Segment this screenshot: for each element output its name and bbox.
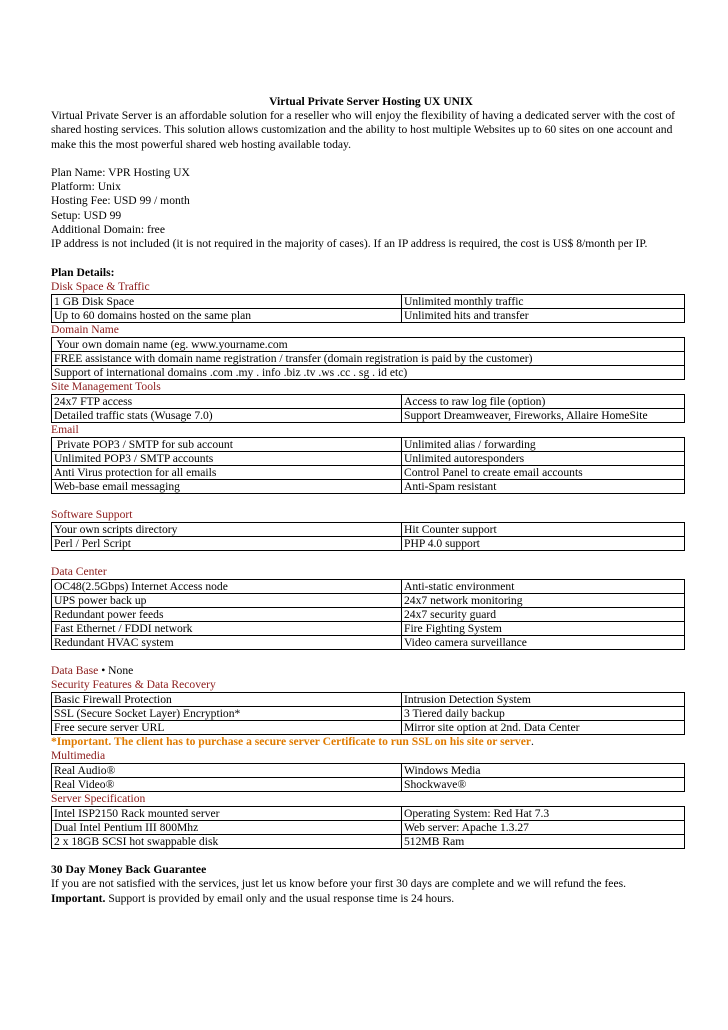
table-row bbox=[52, 308, 685, 322]
table-cell: Your own domain name (eg. www.yourname.com bbox=[52, 337, 685, 351]
table-cell: OC48(2.5Gbps) Internet Access node bbox=[52, 579, 402, 593]
support-label: Important. bbox=[51, 891, 106, 905]
plan-platform: Platform: Unix bbox=[51, 180, 121, 194]
table-cell: Redundant power feeds bbox=[52, 607, 402, 621]
server-table bbox=[51, 806, 685, 849]
table-row bbox=[52, 351, 685, 365]
plan-setup: Setup: USD 99 bbox=[51, 208, 122, 222]
section-heading-disk: Disk Space & Traffic bbox=[51, 279, 150, 293]
table-row bbox=[52, 579, 685, 593]
security-table bbox=[51, 692, 685, 735]
data-center-table bbox=[51, 579, 685, 650]
plan-details-heading: Plan Details: bbox=[51, 265, 115, 279]
plan-summary bbox=[51, 166, 691, 252]
table-cell: 24x7 network monitoring bbox=[402, 593, 685, 607]
table-cell: Video camera surveillance bbox=[402, 635, 685, 649]
table-row bbox=[52, 408, 685, 422]
table-row bbox=[52, 479, 685, 493]
section-heading-site-management: Site Management Tools bbox=[51, 379, 161, 393]
table-row bbox=[52, 763, 685, 777]
table-row bbox=[52, 621, 685, 635]
table-cell: Anti Virus protection for all emails bbox=[52, 465, 402, 479]
section-heading-domain: Domain Name bbox=[51, 322, 119, 336]
table-cell: Web server: Apache 1.3.27 bbox=[402, 820, 685, 834]
table-cell: Mirror site option at 2nd. Data Center bbox=[402, 720, 685, 734]
section-heading-multimedia: Multimedia bbox=[51, 748, 106, 762]
table-cell: Windows Media bbox=[402, 763, 685, 777]
intro-paragraph: Virtual Private Server is an affordable solution for a reseller who will enjoy the flexibility of having a dedicated server with the cost of shared hosting services. This solution allows customization and the ability to host multiple Websites up to 60 sites on one account and make this the most powerful shared web hosting available today. bbox=[51, 109, 675, 151]
table-cell: Redundant HVAC system bbox=[52, 635, 402, 649]
support-text: Support is provided by email only and the usual response time is 24 hours. bbox=[105, 891, 455, 905]
table-row bbox=[52, 820, 685, 834]
table-row bbox=[52, 635, 685, 649]
table-row bbox=[52, 365, 685, 379]
table-cell: Support Dreamweaver, Fireworks, Allaire HomeSite bbox=[402, 408, 685, 422]
table-row bbox=[52, 522, 685, 536]
disk-table bbox=[51, 294, 685, 323]
table-cell: Fire Fighting System bbox=[402, 621, 685, 635]
table-cell: Dual Intel Pentium III 800Mhz bbox=[52, 820, 402, 834]
table-cell: Up to 60 domains hosted on the same plan bbox=[52, 308, 402, 322]
document-page bbox=[51, 95, 691, 906]
table-row bbox=[52, 294, 685, 308]
email-table bbox=[51, 437, 685, 494]
table-cell: Intrusion Detection System bbox=[402, 692, 685, 706]
table-row bbox=[52, 607, 685, 621]
ssl-note-text: *Important. The client has to purchase a secure server Certificate to run SSL on his site or server bbox=[51, 734, 532, 748]
ssl-note-end: . bbox=[531, 734, 534, 748]
table-row bbox=[52, 706, 685, 720]
section-heading-software: Software Support bbox=[51, 507, 133, 521]
table-cell: Web-base email messaging bbox=[52, 479, 402, 493]
table-cell: 1 GB Disk Space bbox=[52, 294, 402, 308]
table-cell: Support of international domains .com .my . info .biz .tv .ws .cc . sg . id etc) bbox=[52, 365, 685, 379]
table-cell: Intel ISP2150 Rack mounted server bbox=[52, 806, 402, 820]
table-cell: Unlimited alias / forwarding bbox=[402, 437, 685, 451]
guarantee-heading: 30 Day Money Back Guarantee bbox=[51, 862, 207, 876]
domain-table bbox=[51, 337, 685, 380]
table-cell: Your own scripts directory bbox=[52, 522, 402, 536]
table-cell: Operating System: Red Hat 7.3 bbox=[402, 806, 685, 820]
section-heading-data-center: Data Center bbox=[51, 564, 107, 578]
table-row bbox=[52, 394, 685, 408]
database-value: • None bbox=[98, 663, 134, 677]
table-cell: Access to raw log file (option) bbox=[402, 394, 685, 408]
table-cell: Perl / Perl Script bbox=[52, 536, 402, 550]
table-cell: 24x7 security guard bbox=[402, 607, 685, 621]
table-cell: Real Video® bbox=[52, 777, 402, 791]
software-table bbox=[51, 522, 685, 551]
table-cell: Anti-static environment bbox=[402, 579, 685, 593]
plan-additional-domain: Additional Domain: free bbox=[51, 223, 165, 237]
table-cell: 3 Tiered daily backup bbox=[402, 706, 685, 720]
table-cell: Basic Firewall Protection bbox=[52, 692, 402, 706]
table-cell: Detailed traffic stats (Wusage 7.0) bbox=[52, 408, 402, 422]
document-title: Virtual Private Server Hosting UX UNIX bbox=[269, 95, 473, 108]
table-row bbox=[52, 720, 685, 734]
table-cell: 2 x 18GB SCSI hot swappable disk bbox=[52, 834, 402, 848]
table-cell: PHP 4.0 support bbox=[402, 536, 685, 550]
multimedia-table bbox=[51, 763, 685, 792]
table-cell: Unlimited autoresponders bbox=[402, 451, 685, 465]
table-row bbox=[52, 692, 685, 706]
table-cell: Unlimited POP3 / SMTP accounts bbox=[52, 451, 402, 465]
table-cell: Unlimited monthly traffic bbox=[402, 294, 685, 308]
plan-ip-note: IP address is not included (it is not required in the majority of cases). If an IP address is required, the cost is US$ 8/month per IP. bbox=[51, 237, 648, 251]
table-cell: Shockwave® bbox=[402, 777, 685, 791]
plan-name: Plan Name: VPR Hosting UX bbox=[51, 165, 190, 179]
table-cell: Fast Ethernet / FDDI network bbox=[52, 621, 402, 635]
guarantee-text: If you are not satisfied with the services, just let us know before your first 30 days are complete and we will refund the fees. bbox=[51, 877, 627, 891]
table-cell: Unlimited hits and transfer bbox=[402, 308, 685, 322]
table-row bbox=[52, 337, 685, 351]
table-row bbox=[52, 834, 685, 848]
table-row bbox=[52, 536, 685, 550]
section-heading-email: Email bbox=[51, 422, 79, 436]
database-line bbox=[51, 664, 691, 678]
site-management-table bbox=[51, 394, 685, 423]
table-cell: FREE assistance with domain name registration / transfer (domain registration is paid by the customer) bbox=[52, 351, 685, 365]
table-cell: Control Panel to create email accounts bbox=[402, 465, 685, 479]
table-row bbox=[52, 777, 685, 791]
table-cell: 512MB Ram bbox=[402, 834, 685, 848]
ssl-important-note bbox=[51, 735, 691, 749]
table-cell: Anti-Spam resistant bbox=[402, 479, 685, 493]
table-row bbox=[52, 806, 685, 820]
section-heading-security: Security Features & Data Recovery bbox=[51, 677, 216, 691]
plan-fee: Hosting Fee: USD 99 / month bbox=[51, 194, 190, 208]
table-row bbox=[52, 437, 685, 451]
table-row bbox=[52, 465, 685, 479]
table-cell: Private POP3 / SMTP for sub account bbox=[52, 437, 402, 451]
table-cell: Hit Counter support bbox=[402, 522, 685, 536]
table-cell: 24x7 FTP access bbox=[52, 394, 402, 408]
table-cell: Free secure server URL bbox=[52, 720, 402, 734]
table-row bbox=[52, 593, 685, 607]
section-heading-database: Data Base bbox=[51, 663, 99, 677]
table-cell: UPS power back up bbox=[52, 593, 402, 607]
table-cell: SSL (Secure Socket Layer) Encryption* bbox=[52, 706, 402, 720]
support-note bbox=[51, 892, 691, 906]
table-row bbox=[52, 451, 685, 465]
section-heading-server: Server Specification bbox=[51, 791, 146, 805]
table-cell: Real Audio® bbox=[52, 763, 402, 777]
